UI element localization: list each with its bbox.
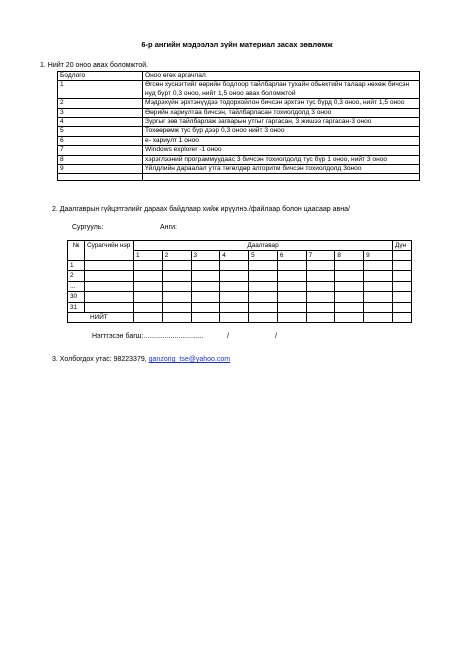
score-cell <box>220 271 249 281</box>
score-cell <box>335 271 364 281</box>
score-cell <box>191 281 220 291</box>
scoring-method-cell: Тохөөрөмж тус бүр дээр 0,3 оноо нийт 3 оноо <box>143 127 420 136</box>
scoring-method-cell: Өгсөн хуснэгтийг өөрийн бодлоор тайлбарлан тухайн обьектийн талаар нөхөж бичсэн нуд бүрт 0,3 оноо, нийт 1,5 оноо авах боломжтой <box>143 81 420 99</box>
score-cell <box>191 271 220 281</box>
student-name-cell <box>85 271 134 281</box>
score-cell <box>134 292 163 302</box>
contact-email-link[interactable]: ganzorig_tse@yahoo.com <box>148 356 231 363</box>
teacher-label: Нэгтгэсэн багш:............................... <box>92 333 204 340</box>
task-number-cell: 8 <box>335 251 364 261</box>
scoring-method-cell: е- хариулт 1 оноо <box>143 136 420 145</box>
header-tasks: Даалгавар <box>134 241 393 251</box>
score-cell <box>364 312 393 322</box>
score-cell <box>162 281 191 291</box>
total-row-label: НИЙТ <box>68 312 134 322</box>
school-label: Сургууль: <box>72 224 104 231</box>
task-number-cell: 4 <box>220 251 249 261</box>
task-number-cell: 1 <box>134 251 163 261</box>
student-name-cell <box>85 261 134 271</box>
score-cell <box>335 281 364 291</box>
score-cell <box>393 292 412 302</box>
score-cell <box>364 281 393 291</box>
score-cell <box>393 261 412 271</box>
task-number-cell: 3 <box>191 251 220 261</box>
score-cell <box>220 281 249 291</box>
score-cell <box>335 312 364 322</box>
page-title: 6-р ангийн мэдээлэл зүйн материал засах зөвлөмж <box>141 40 333 49</box>
score-cell <box>220 261 249 271</box>
score-cell <box>393 271 412 281</box>
task-number-cell: 7 <box>306 251 335 261</box>
score-cell <box>134 302 163 312</box>
problem-number-cell: 9 <box>58 165 143 174</box>
score-cell <box>134 261 163 271</box>
score-cell <box>364 302 393 312</box>
problem-number-cell: 8 <box>58 155 143 164</box>
scoring-method-cell: Мэдрэхүйн эрхтэнүүдээ тодорхойлон бичсэн эрхтэн тус бүрд 0,3 оноо, нийт 1,5 оноо <box>143 99 420 108</box>
assignment-table <box>67 240 412 323</box>
problem-number-cell: 7 <box>58 146 143 155</box>
score-cell <box>249 281 278 291</box>
score-cell <box>393 281 412 291</box>
table-row <box>68 281 412 291</box>
table-row <box>58 127 420 136</box>
table-row <box>58 118 420 127</box>
table-row <box>58 165 420 174</box>
score-cell <box>162 261 191 271</box>
score-cell <box>191 261 220 271</box>
score-cell <box>191 302 220 312</box>
score-cell <box>364 271 393 281</box>
table-row <box>58 99 420 108</box>
score-cell <box>393 312 412 322</box>
score-cell <box>277 292 306 302</box>
table-row <box>68 312 412 322</box>
score-cell <box>134 271 163 281</box>
table-row <box>58 108 420 117</box>
header-cell: Бодлого <box>58 72 143 81</box>
score-cell <box>191 312 220 322</box>
problem-number-cell: 3 <box>58 108 143 117</box>
score-cell <box>134 281 163 291</box>
scoring-method-cell: Өөрийн хариултаа бичсэн, тайлбарласан тохиолдолд 3 оноо <box>143 108 420 117</box>
scoring-method-cell: Үйлдлийн дараалал утга төгөлдөр алгоритм бичсэн тохиолдолд 3оноо <box>143 165 420 174</box>
header-student-name: Сурагчийн нэр <box>85 241 134 261</box>
score-cell <box>277 302 306 312</box>
student-name-cell <box>85 292 134 302</box>
scoring-method-cell: Зүргыг зөв тайлбарлаж загварын утгыг гаргасан, 3 жишээ гаргасан-3 оноо <box>143 118 420 127</box>
task-number-cell: 9 <box>364 251 393 261</box>
score-cell <box>249 271 278 281</box>
teacher-slash-2: / <box>275 333 277 340</box>
score-cell <box>277 281 306 291</box>
teacher-slash-1: / <box>227 333 229 340</box>
score-cell <box>277 261 306 271</box>
score-cell <box>393 302 412 312</box>
score-cell <box>220 302 249 312</box>
row-number-cell: ... <box>68 281 85 291</box>
score-cell <box>162 292 191 302</box>
header-total: Дүн <box>393 241 412 251</box>
score-cell <box>134 312 163 322</box>
student-name-cell <box>85 302 134 312</box>
row-number-cell: 31 <box>68 302 85 312</box>
scoring-method-cell <box>143 174 420 181</box>
scoring-method-cell: Windows explorer -1 оноо <box>143 146 420 155</box>
score-cell <box>249 302 278 312</box>
score-cell <box>364 261 393 271</box>
section2-heading: 2. Даалгаврын гүйцэтгэлийг дараах байдлаар хийж ирүүлнэ./файлаар болон цаасаар авна/ <box>52 206 350 213</box>
student-name-cell <box>85 281 134 291</box>
total-cell-empty <box>393 251 412 261</box>
scoring-method-cell: хэрэглээний программуудаас 3 бичсэн тохиолдолд тус бүр 1 оноо, нийт 3 оноо <box>143 155 420 164</box>
score-cell <box>306 261 335 271</box>
table-row <box>68 292 412 302</box>
table-row <box>68 271 412 281</box>
table-row <box>58 155 420 164</box>
problem-number-cell: 2 <box>58 99 143 108</box>
score-cell <box>277 271 306 281</box>
score-cell <box>220 312 249 322</box>
header-cell: Оноо өгөх аргачлал <box>143 72 420 81</box>
row-number-cell: 1 <box>68 261 85 271</box>
table-header-row <box>68 241 412 251</box>
section1-heading: 1. Нийт 20 оноо авах боломжтой. <box>40 62 149 69</box>
score-cell <box>335 261 364 271</box>
contact-line <box>52 356 230 363</box>
table-row <box>58 146 420 155</box>
task-number-cell: 6 <box>277 251 306 261</box>
table-row <box>58 174 420 181</box>
contact-phone: 3. Холбогдох утас: 98223379, <box>52 356 149 363</box>
table-row <box>58 81 420 99</box>
score-cell <box>191 292 220 302</box>
score-cell <box>220 292 249 302</box>
score-cell <box>277 312 306 322</box>
score-cell <box>249 261 278 271</box>
scoring-table <box>57 71 420 181</box>
score-cell <box>306 302 335 312</box>
score-cell <box>306 271 335 281</box>
score-cell <box>249 312 278 322</box>
score-cell <box>335 302 364 312</box>
table-header-row <box>58 72 420 81</box>
score-cell <box>306 292 335 302</box>
problem-number-cell: 4 <box>58 118 143 127</box>
problem-number-cell <box>58 174 143 181</box>
score-cell <box>306 281 335 291</box>
table-row <box>68 261 412 271</box>
problem-number-cell: 1 <box>58 81 143 99</box>
task-number-cell: 5 <box>249 251 278 261</box>
score-cell <box>162 302 191 312</box>
score-cell <box>335 292 364 302</box>
score-cell <box>162 312 191 322</box>
row-number-cell: 30 <box>68 292 85 302</box>
class-label: Анги: <box>160 224 177 231</box>
score-cell <box>306 312 335 322</box>
score-cell <box>162 271 191 281</box>
score-cell <box>364 292 393 302</box>
score-cell <box>249 292 278 302</box>
task-number-cell: 2 <box>162 251 191 261</box>
row-number-cell: 2 <box>68 271 85 281</box>
problem-number-cell: 6 <box>58 136 143 145</box>
table-row <box>68 302 412 312</box>
problem-number-cell: 5 <box>58 127 143 136</box>
header-no: № <box>68 241 85 261</box>
table-row <box>58 136 420 145</box>
